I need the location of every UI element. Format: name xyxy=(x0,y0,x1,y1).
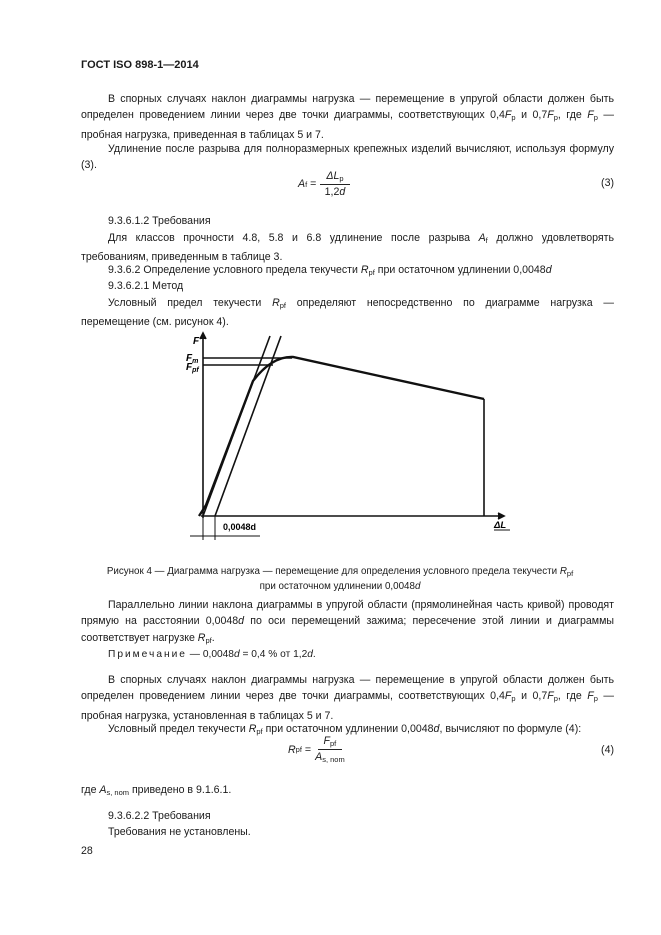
denominator: 1,2 xyxy=(324,186,340,198)
text-run: , где xyxy=(557,690,588,703)
text-run: = 0,4 % от 1,2 xyxy=(239,649,308,660)
equation-number: (3) xyxy=(601,177,614,189)
y-axis-arrow xyxy=(200,333,206,339)
italic-symbol: d xyxy=(545,264,552,276)
page-number: 28 xyxy=(81,845,93,857)
subscript-text: p xyxy=(553,113,558,123)
italic-symbol: R xyxy=(197,631,206,644)
text-run: при остаточном удлинении 0,0048 xyxy=(374,264,546,276)
text-run: Удлинение после разрыва для полноразмерных крепежных изделий вычисляют, используя формулу (3). xyxy=(81,143,614,172)
text-run: приведено в 9.1.6.1. xyxy=(129,784,232,796)
caption-line-2: при остаточном удлинении 0,0048 xyxy=(259,580,415,592)
subscript-text: pf xyxy=(205,635,212,645)
text-run: 9.3.6.2.1 Метод xyxy=(108,280,184,292)
text-run: определяют непосредственно по диаграмме нагрузка — перемещение (см. рисунок 4). xyxy=(81,297,614,329)
italic-symbol: F xyxy=(547,690,554,703)
numerator-sub: pf xyxy=(330,739,337,748)
note xyxy=(108,647,614,663)
equals-sign: = xyxy=(310,178,317,190)
text-run: 9.3.6.1.2 Требования xyxy=(108,215,211,227)
numerator-sub: p xyxy=(339,174,344,183)
offset-parallel-line xyxy=(215,336,281,516)
numerator: F xyxy=(323,735,331,747)
denominator: A xyxy=(315,751,323,763)
text-run: , где xyxy=(557,109,588,122)
document-header: ГОСТ ISO 898-1—2014 xyxy=(81,59,199,71)
offset-label: 0,0048d xyxy=(223,522,257,532)
paragraph xyxy=(81,782,614,801)
text-run: Для классов прочности 4.8, 5.8 и 6.8 удлинение после разрыва xyxy=(108,232,479,244)
formula-lhs-sub: f xyxy=(305,179,308,189)
equals-sign: = xyxy=(304,743,312,756)
text-run: должно удовлетворять требованиям, приведенным в таблице 3. xyxy=(81,232,614,264)
italic-symbol: F xyxy=(547,109,554,122)
text-run: Примечание xyxy=(108,649,187,660)
fraction xyxy=(315,735,345,764)
text-run: Условный предел текучести xyxy=(108,723,249,735)
text-run: где xyxy=(81,784,100,796)
italic-symbol: A xyxy=(478,232,486,244)
caption-symbol: R xyxy=(559,566,567,577)
italic-symbol: R xyxy=(248,723,257,735)
italic-symbol: F xyxy=(504,109,512,122)
italic-symbol: F xyxy=(587,109,594,122)
text-run: — пробная нагрузка, приведенная в таблицах 5 и 7. xyxy=(81,109,615,141)
subscript-text: p xyxy=(553,694,558,704)
text-run: 9.3.6.2.2 Требования xyxy=(108,810,211,822)
italic-symbol: R xyxy=(272,297,280,309)
subscript-text: pf xyxy=(256,727,263,736)
elastic-slope-line xyxy=(203,336,270,516)
text-run: — 0,0048 xyxy=(186,649,234,660)
load-curve xyxy=(199,357,484,516)
x-axis-arrow xyxy=(498,513,504,519)
subscript-text: pf xyxy=(368,268,375,277)
numerator: ΔL xyxy=(326,170,340,182)
formula-lhs: A xyxy=(298,178,306,190)
text-run: . xyxy=(211,631,215,644)
caption-line-1: Рисунок 4 — Диаграмма нагрузка — перемещение для определения условного предела текучести xyxy=(106,566,560,577)
paragraph xyxy=(81,808,614,824)
formula-lhs-sub: pf xyxy=(295,745,302,754)
italic-symbol: A xyxy=(99,784,107,796)
subscript-text: p xyxy=(511,113,516,123)
text-run: В спорных случаях наклон диаграммы нагрузка — перемещение в упругой области должен быть определен проведением линии через две точки диаграммы, соответствующих 0,4 xyxy=(81,93,614,122)
denominator-var: d xyxy=(339,186,346,198)
caption-d: d xyxy=(414,580,421,592)
italic-symbol: d xyxy=(307,649,313,660)
text-run: , вычисляют по формуле (4): xyxy=(439,723,582,735)
subscript-text: f xyxy=(485,236,488,245)
text-run: по оси перемещений зажима; пересечение этой линии и диаграммы соответствует нагрузке xyxy=(81,615,614,644)
italic-symbol: F xyxy=(504,690,512,703)
text-run: и 0,7 xyxy=(515,690,548,703)
y-axis-label: F xyxy=(193,336,200,347)
text-run: и 0,7 xyxy=(515,109,548,122)
text-run: — пробная нагрузка, установленная в таблицах 5 и 7. xyxy=(81,690,615,722)
italic-symbol: d xyxy=(238,615,245,628)
formula-4 xyxy=(288,735,345,764)
text-run: В спорных случаях наклон диаграммы нагрузка — перемещение в упругой области должен быть определен проведением линии через две точки диаграммы, соответствующих 0,4 xyxy=(81,674,614,703)
text-run: Параллельно линии наклона диаграммы в упругой области (прямолинейная часть кривой) проводят прямую на расстоянии 0,0048 xyxy=(81,599,614,628)
paragraph xyxy=(81,597,614,649)
subscript-text: pf xyxy=(279,301,287,310)
paragraph xyxy=(81,672,614,724)
italic-symbol: R xyxy=(360,264,369,276)
italic-symbol: d xyxy=(233,649,240,660)
caption-symbol-sub: pf xyxy=(566,569,574,578)
fm-label: $F_m$ xyxy=(186,353,199,365)
subscript-text: p xyxy=(593,113,598,123)
paragraph xyxy=(81,721,614,740)
italic-symbol: d xyxy=(433,723,440,735)
italic-symbol: F xyxy=(587,690,594,703)
text-run: 9.3.6.2 Определение условного предела текучести xyxy=(108,264,361,276)
subscript-text: p xyxy=(511,694,516,704)
text-run: при остаточном удлинении 0,0048 xyxy=(262,723,434,735)
formula-lhs: R xyxy=(288,743,296,756)
x-axis-label: ΔL xyxy=(494,520,507,531)
subscript-text: s, nom xyxy=(106,788,129,797)
paragraph xyxy=(81,824,614,840)
equation-number: (4) xyxy=(601,744,614,756)
subscript-text: p xyxy=(593,694,598,704)
denominator-sub: s, nom xyxy=(322,755,345,764)
text-run: . xyxy=(312,649,316,660)
fpf-label: $F_{pf}$ xyxy=(186,362,199,374)
figure-caption xyxy=(60,566,620,593)
text-run: Условный предел текучести xyxy=(108,297,273,309)
text-run: Требования не установлены. xyxy=(108,826,251,838)
